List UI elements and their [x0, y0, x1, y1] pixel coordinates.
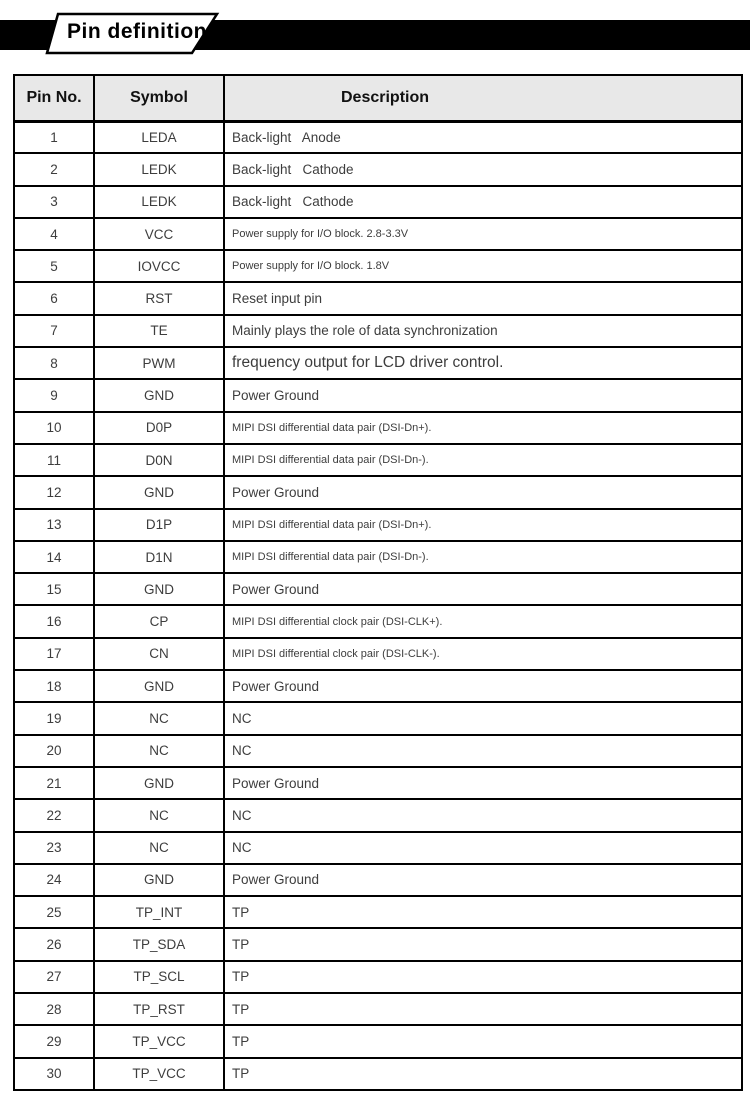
table-row: [14, 250, 742, 282]
pin-number-cell: 14: [14, 541, 94, 573]
table-row: [14, 670, 742, 702]
table-row: [14, 541, 742, 573]
description-cell: TP: [224, 961, 742, 993]
pin-number-cell: 20: [14, 735, 94, 767]
symbol-cell: TP_INT: [94, 896, 224, 928]
table-row: [14, 218, 742, 250]
description-cell: NC: [224, 832, 742, 864]
description-cell: Power Ground: [224, 670, 742, 702]
table-row: [14, 993, 742, 1025]
symbol-cell: IOVCC: [94, 250, 224, 282]
pin-number-cell: 7: [14, 315, 94, 347]
pin-number-cell: 4: [14, 218, 94, 250]
symbol-cell: GND: [94, 573, 224, 605]
pin-number-cell: 30: [14, 1058, 94, 1090]
description-cell: Power Ground: [224, 767, 742, 799]
pin-number-cell: 19: [14, 702, 94, 734]
pin-definition-table: [13, 74, 743, 1091]
symbol-cell: NC: [94, 702, 224, 734]
description-cell: TP: [224, 1025, 742, 1057]
symbol-cell: RST: [94, 282, 224, 314]
pin-number-cell: 3: [14, 186, 94, 218]
description-cell: Reset input pin: [224, 282, 742, 314]
description-cell: MIPI DSI differential data pair (DSI-Dn-).: [224, 541, 742, 573]
pin-number-cell: 12: [14, 476, 94, 508]
pin-number-cell: 8: [14, 347, 94, 379]
pin-number-cell: 28: [14, 993, 94, 1025]
symbol-cell: TP_VCC: [94, 1025, 224, 1057]
symbol-cell: D1N: [94, 541, 224, 573]
symbol-cell: D0N: [94, 444, 224, 476]
symbol-cell: D0P: [94, 412, 224, 444]
column-header-symbol: Symbol: [94, 75, 224, 121]
table-row: [14, 864, 742, 896]
table-row: [14, 153, 742, 185]
symbol-cell: PWM: [94, 347, 224, 379]
description-cell: Power Ground: [224, 379, 742, 411]
table-row: [14, 347, 742, 379]
table-row: [14, 702, 742, 734]
description-cell: MIPI DSI differential clock pair (DSI-CLK-).: [224, 638, 742, 670]
table-row: [14, 315, 742, 347]
symbol-cell: TP_RST: [94, 993, 224, 1025]
symbol-cell: GND: [94, 670, 224, 702]
symbol-cell: GND: [94, 864, 224, 896]
table-row: [14, 799, 742, 831]
description-cell: NC: [224, 735, 742, 767]
table-row: [14, 121, 742, 153]
symbol-cell: CN: [94, 638, 224, 670]
description-cell: Power Ground: [224, 476, 742, 508]
symbol-cell: TE: [94, 315, 224, 347]
column-header-pin-no: Pin No.: [14, 75, 94, 121]
symbol-cell: TP_SCL: [94, 961, 224, 993]
pin-number-cell: 21: [14, 767, 94, 799]
pin-number-cell: 27: [14, 961, 94, 993]
description-cell: Back-light Anode: [224, 121, 742, 153]
table-row: [14, 476, 742, 508]
description-cell: MIPI DSI differential data pair (DSI-Dn+).: [224, 509, 742, 541]
pin-number-cell: 23: [14, 832, 94, 864]
description-cell: Back-light Cathode: [224, 153, 742, 185]
symbol-cell: GND: [94, 476, 224, 508]
description-cell: NC: [224, 702, 742, 734]
description-cell: NC: [224, 799, 742, 831]
pin-number-cell: 26: [14, 928, 94, 960]
column-header-description: Description: [224, 75, 742, 121]
pin-number-cell: 17: [14, 638, 94, 670]
description-cell: Mainly plays the role of data synchronization: [224, 315, 742, 347]
symbol-cell: VCC: [94, 218, 224, 250]
table-row: [14, 638, 742, 670]
symbol-cell: LEDA: [94, 121, 224, 153]
section-title: Pin definition: [67, 20, 207, 43]
description-cell: TP: [224, 928, 742, 960]
pin-number-cell: 10: [14, 412, 94, 444]
pin-number-cell: 22: [14, 799, 94, 831]
description-cell: Power Ground: [224, 573, 742, 605]
table-row: [14, 1058, 742, 1090]
table-row: [14, 605, 742, 637]
pin-number-cell: 1: [14, 121, 94, 153]
pin-number-cell: 2: [14, 153, 94, 185]
symbol-cell: GND: [94, 767, 224, 799]
description-cell: Power Ground: [224, 864, 742, 896]
symbol-cell: TP_SDA: [94, 928, 224, 960]
symbol-cell: GND: [94, 379, 224, 411]
table-row: [14, 1025, 742, 1057]
description-cell: frequency output for LCD driver control.: [224, 347, 742, 379]
table-row: [14, 961, 742, 993]
table-row: [14, 735, 742, 767]
symbol-cell: NC: [94, 832, 224, 864]
pin-number-cell: 25: [14, 896, 94, 928]
table-row: [14, 282, 742, 314]
description-cell: MIPI DSI differential clock pair (DSI-CLK+).: [224, 605, 742, 637]
symbol-cell: D1P: [94, 509, 224, 541]
pin-number-cell: 24: [14, 864, 94, 896]
table-row: [14, 444, 742, 476]
description-cell: Power supply for I/O block. 2.8-3.3V: [224, 218, 742, 250]
pin-number-cell: 16: [14, 605, 94, 637]
table-row: [14, 832, 742, 864]
section-title-tag: [40, 10, 240, 60]
pin-number-cell: 29: [14, 1025, 94, 1057]
description-cell: MIPI DSI differential data pair (DSI-Dn+).: [224, 412, 742, 444]
symbol-cell: TP_VCC: [94, 1058, 224, 1090]
table-row: [14, 928, 742, 960]
pin-number-cell: 11: [14, 444, 94, 476]
description-cell: MIPI DSI differential data pair (DSI-Dn-).: [224, 444, 742, 476]
description-cell: TP: [224, 1058, 742, 1090]
table-header-row: [14, 75, 742, 121]
description-cell: TP: [224, 896, 742, 928]
pin-number-cell: 13: [14, 509, 94, 541]
pin-number-cell: 18: [14, 670, 94, 702]
table-row: [14, 379, 742, 411]
description-cell: Power supply for I/O block. 1.8V: [224, 250, 742, 282]
table-row: [14, 186, 742, 218]
symbol-cell: NC: [94, 799, 224, 831]
pin-number-cell: 9: [14, 379, 94, 411]
table-row: [14, 412, 742, 444]
table-row: [14, 573, 742, 605]
table-row: [14, 896, 742, 928]
description-cell: TP: [224, 993, 742, 1025]
table-row: [14, 509, 742, 541]
description-cell: Back-light Cathode: [224, 186, 742, 218]
symbol-cell: LEDK: [94, 186, 224, 218]
pin-number-cell: 15: [14, 573, 94, 605]
symbol-cell: NC: [94, 735, 224, 767]
pin-number-cell: 6: [14, 282, 94, 314]
table-row: [14, 767, 742, 799]
symbol-cell: CP: [94, 605, 224, 637]
pin-number-cell: 5: [14, 250, 94, 282]
symbol-cell: LEDK: [94, 153, 224, 185]
pin-table-body: [14, 121, 742, 1090]
